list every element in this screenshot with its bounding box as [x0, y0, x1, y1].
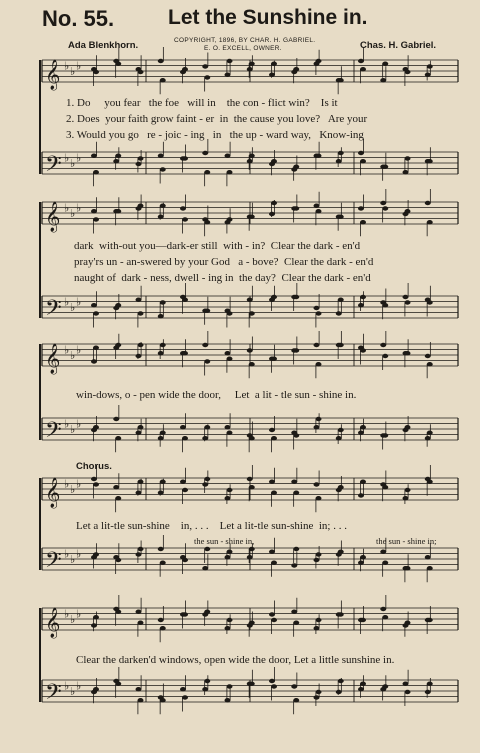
svg-text:𝄞: 𝄞 [45, 202, 61, 232]
svg-text:♭: ♭ [64, 59, 70, 73]
owner-line: E. O. EXCELL, OWNER. [204, 45, 282, 52]
verse-1-line: 1. Do you fear the foe will in the con - flict win? Is it [66, 97, 338, 109]
composer: Chas. H. Gabriel. [360, 40, 437, 51]
svg-text:♭: ♭ [70, 301, 76, 314]
svg-text:♭: ♭ [64, 343, 70, 357]
svg-text:♭: ♭ [70, 349, 76, 362]
svg-text:𝄢: 𝄢 [45, 296, 62, 326]
chorus-final-line: Clear the darken'd windows, open wide the door, Let a little sunshine in. [76, 654, 395, 666]
svg-text:𝄞: 𝄞 [45, 608, 61, 638]
hymn-title: Let the Sunshine in. [168, 6, 368, 29]
svg-text:♭: ♭ [76, 679, 82, 693]
svg-text:♭: ♭ [64, 547, 70, 561]
svg-text:𝄞: 𝄞 [45, 344, 61, 374]
svg-text:♭: ♭ [70, 157, 76, 170]
svg-text:♭: ♭ [70, 483, 76, 496]
svg-text:♭: ♭ [76, 607, 82, 621]
svg-text:𝄞: 𝄞 [45, 60, 61, 90]
hymn-number: No. 55. [42, 6, 115, 31]
chorus-echo-1: the sun - shine in, [194, 536, 255, 546]
svg-text:♭: ♭ [70, 685, 76, 698]
svg-text:♭: ♭ [76, 343, 82, 357]
svg-text:♭: ♭ [76, 477, 82, 491]
svg-text:♭: ♭ [64, 607, 70, 621]
verse-2-line-2: pray'rs un - an-swered by your God a - bove? Clear the dark - en'd [74, 256, 374, 268]
svg-text:♭: ♭ [76, 295, 82, 309]
chorus-echo-2: the sun - shine in; [376, 536, 437, 546]
svg-text:♭: ♭ [64, 151, 70, 165]
svg-text:♭: ♭ [70, 207, 76, 220]
svg-text:♭: ♭ [70, 553, 76, 566]
svg-text:𝄢: 𝄢 [45, 418, 62, 448]
svg-text:♭: ♭ [70, 65, 76, 78]
svg-text:♭: ♭ [76, 201, 82, 215]
svg-text:♭: ♭ [76, 59, 82, 73]
verse-line-3: win-dows, o - pen wide the door, Let a lit - tle sun - shine in. [76, 389, 357, 401]
svg-text:♭: ♭ [64, 295, 70, 309]
svg-text:𝄞: 𝄞 [45, 478, 61, 508]
lyricist: Ada Blenkhorn. [68, 40, 139, 51]
verse-1-line-2: dark with-out you—dark-er still with - in? Clear the dark - en'd [74, 240, 361, 252]
verse-2-line: 2. Does your faith grow faint - er in the cause you love? Are your [66, 113, 368, 125]
chorus-label: Chorus. [76, 461, 112, 472]
svg-text:♭: ♭ [64, 417, 70, 431]
svg-text:𝄢: 𝄢 [45, 548, 62, 578]
svg-text:♭: ♭ [76, 151, 82, 165]
svg-text:♭: ♭ [76, 417, 82, 431]
svg-text:♭: ♭ [70, 613, 76, 626]
svg-text:♭: ♭ [70, 423, 76, 436]
verse-3-line: 3. Would you go re - joic - ing in the up - ward way, Know-ing [66, 129, 364, 141]
copyright-line: COPYRIGHT, 1896, BY CHAR. H. GABRIEL. [174, 37, 316, 44]
verse-3-line-2: naught of dark - ness, dwell - ing in the day? Clear the dark - en'd [74, 272, 371, 284]
chorus-line: Let a lit-tle sun-shine in, . . . Let a lit-tle sun-shine in; . . . [76, 520, 347, 532]
svg-text:♭: ♭ [76, 547, 82, 561]
svg-text:𝄢: 𝄢 [45, 680, 62, 710]
svg-text:♭: ♭ [64, 201, 70, 215]
svg-text:𝄢: 𝄢 [45, 152, 62, 182]
svg-text:♭: ♭ [64, 679, 70, 693]
svg-text:♭: ♭ [64, 477, 70, 491]
